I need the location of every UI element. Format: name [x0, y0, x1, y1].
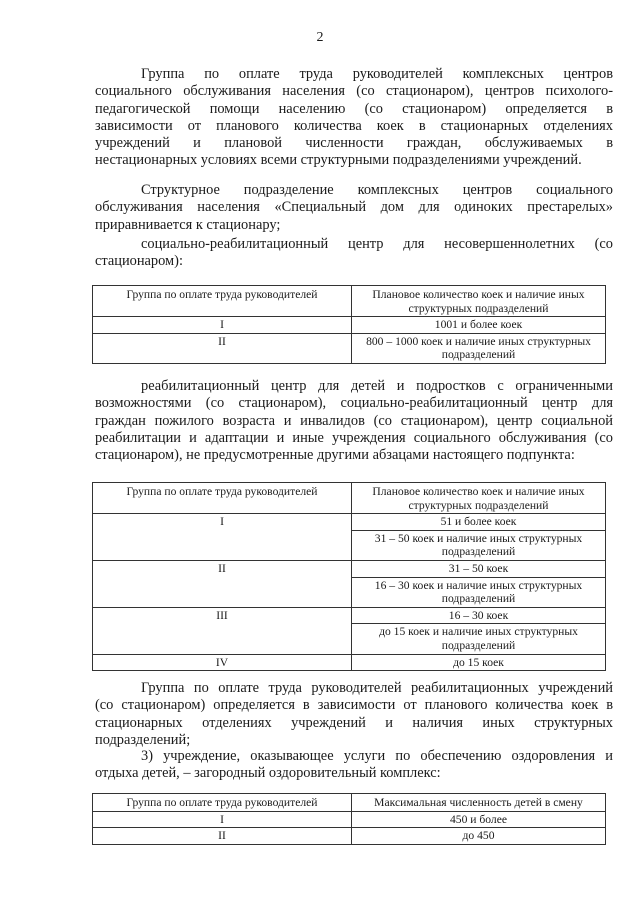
table-header-cell: Группа по оплате труда руководителей [93, 286, 352, 317]
table-header-cell: Группа по оплате труда руководителей [93, 794, 352, 812]
paragraph-line: Структурное подразделение комплексных центров социального [141, 182, 613, 198]
table-cell-group: IV [93, 654, 352, 671]
table-cell-value: 31 – 50 коек [352, 560, 606, 577]
table-cell-value: 16 – 30 коек [352, 607, 606, 624]
paragraph-line: обслуживания населения «Специальный дом для одиноких престарелых» [95, 199, 613, 216]
table-row [93, 514, 606, 531]
table-cell-value: 51 и более коек [352, 514, 606, 531]
paragraph-line: приравнивается к стационару; [95, 216, 281, 233]
table-cell-group: I [93, 811, 352, 828]
paragraph-line: стационарных отделениях учреждений и наличия иных структурных [95, 714, 613, 731]
table-row [93, 811, 606, 828]
table-cell-value: 16 – 30 коек и наличие иных структурных подразделений [352, 577, 606, 607]
paragraph-4 [95, 378, 613, 464]
paragraph-line: (со стационаром) определяется в зависимости от планового количества коек в [95, 697, 613, 714]
paragraph-line: подразделений; [95, 731, 191, 748]
paragraph-line: социально-реабилитационный центр для несовершеннолетних (со [141, 236, 613, 252]
table-header-cell: Плановое количество коек и наличие иных структурных подразделений [352, 483, 606, 514]
paragraph-line: нестационарных условиях всеми структурными подразделениями учреждений. [95, 152, 582, 169]
table-header-cell: Максимальная численность детей в смену [352, 794, 606, 812]
paragraph-line: Группа по оплате труда руководителей комплексных центров [141, 66, 613, 82]
table-cell-group: I [93, 514, 352, 561]
paragraph-line: граждан пожилого возраста и инвалидов (со стационаром), центр социальной [95, 412, 613, 429]
table-cell-value: 800 – 1000 коек и наличие иных структурных подразделений [352, 333, 606, 363]
paragraph-3 [95, 236, 613, 271]
paragraph-line: стационаром), не предусмотренные другими абзацами настоящего подпункта: [95, 447, 575, 464]
table-header-cell: Плановое количество коек и наличие иных структурных подразделений [352, 286, 606, 317]
table-cell-value: 31 – 50 коек и наличие иных структурных подразделений [352, 530, 606, 560]
paragraph-line: учреждений и плановой численности граждан, обслуживаемых в [95, 135, 613, 152]
table-header-row [93, 794, 606, 812]
table-header-cell: Группа по оплате труда руководителей [93, 483, 352, 514]
paragraph-line: Группа по оплате труда руководителей реабилитационных учреждений [141, 680, 613, 696]
page-number: 2 [316, 30, 324, 45]
table-2 [92, 482, 606, 671]
table-cell-group: I [93, 317, 352, 334]
paragraph-line: реабилитационный центр для детей и подростков с ограниченными [141, 378, 613, 394]
table-3 [92, 793, 606, 845]
paragraph-line: стационаром): [95, 253, 183, 270]
table-1 [92, 285, 606, 364]
table-cell-value: до 15 коек и наличие иных структурных подразделений [352, 624, 606, 654]
table-cell-value: 450 и более [352, 811, 606, 828]
table-cell-group: II [93, 828, 352, 845]
table-row [93, 333, 606, 363]
table-row [93, 607, 606, 624]
paragraph-line: возможностями (со стационаром), социально-реабилитационный центр для [95, 395, 613, 412]
paragraph-6 [95, 748, 613, 783]
table-cell-group: II [93, 333, 352, 363]
table-row [93, 317, 606, 334]
table-cell-group: III [93, 607, 352, 654]
table-header-row [93, 483, 606, 514]
paragraph-5 [95, 680, 613, 749]
table-row [93, 654, 606, 671]
table-cell-value: до 15 коек [352, 654, 606, 671]
table-cell-value: 1001 и более коек [352, 317, 606, 334]
table-cell-value: до 450 [352, 828, 606, 845]
table-header-row [93, 286, 606, 317]
paragraph-line: отдыха детей, – загородный оздоровительный комплекс: [95, 765, 441, 782]
paragraph-1 [95, 66, 613, 170]
table-cell-group: II [93, 560, 352, 607]
paragraph-2 [95, 182, 613, 234]
table-row [93, 828, 606, 845]
paragraph-line: 3) учреждение, оказывающее услуги по обеспечению оздоровления и [141, 748, 613, 764]
table-row [93, 560, 606, 577]
paragraph-line: зависимости от планового количества коек в стационарных отделениях [95, 117, 613, 134]
paragraph-line: педагогической помощи населению (со стационаром) определяется в [95, 100, 613, 117]
paragraph-line: реабилитации и адаптации и иные учреждения социального обслуживания (со [95, 429, 613, 446]
paragraph-line: социального обслуживания населения (со стационаром), центров психолого- [95, 83, 613, 100]
